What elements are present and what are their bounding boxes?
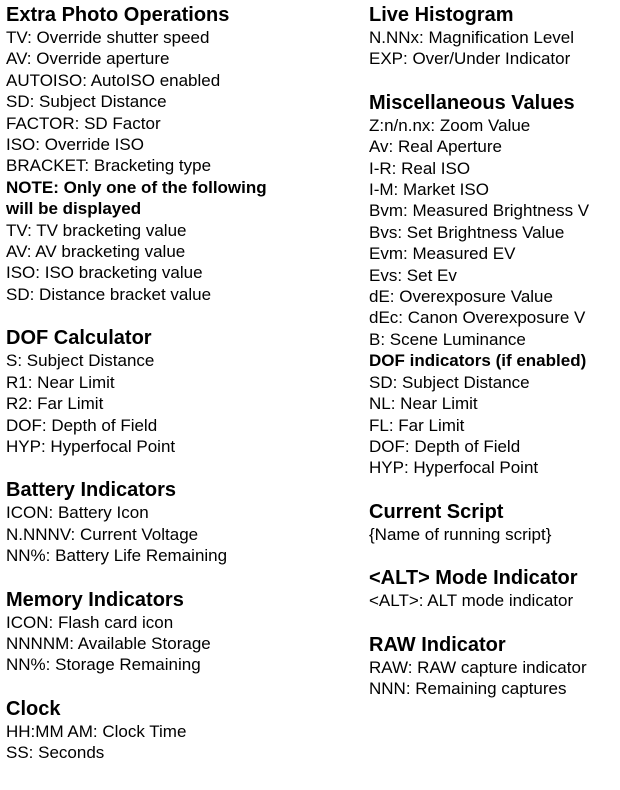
legend-line: NN%: Battery Life Remaining [6, 546, 228, 566]
section-raw-indicator [369, 633, 619, 700]
legend-line: Bvm: Measured Brightness V [369, 201, 590, 221]
legend-line: DOF: Depth of Field [6, 415, 158, 435]
legend-line: TV: TV bracketing value [6, 220, 187, 240]
legend-line: HYP: Hyperfocal Point [369, 458, 539, 478]
legend-line: FACTOR: SD Factor [6, 113, 161, 133]
legend-line: N.NNNV: Current Voltage [6, 524, 199, 544]
section-title: RAW Indicator [369, 633, 506, 656]
legend-line: AUTOISO: AutoISO enabled [6, 70, 221, 90]
legend-line: I-M: Market ISO [369, 180, 489, 200]
legend-line: BRACKET: Bracketing type [6, 156, 212, 176]
section-title: DOF Calculator [6, 327, 152, 350]
legend-line: R2: Far Limit [6, 394, 104, 414]
section-miscellaneous-values [369, 91, 619, 479]
legend-line: FL: Far Limit [369, 415, 465, 435]
legend-line: RAW: RAW capture indicator [369, 657, 587, 677]
legend-line: NNN: Remaining captures [369, 678, 567, 698]
section-extra-photo-operations [6, 3, 361, 305]
legend-line: Evm: Measured EV [369, 244, 516, 264]
legend-line: ISO: Override ISO [6, 135, 144, 155]
legend-line: ISO: ISO bracketing value [6, 263, 203, 283]
section-title: Clock [6, 697, 61, 720]
section-clock [6, 697, 361, 764]
legend-line: Av: Real Aperture [369, 137, 502, 157]
legend-line: SD: Subject Distance [6, 92, 167, 112]
legend-line: dEc: Canon Overexposure V [369, 308, 586, 328]
legend-line: EXP: Over/Under Indicator [369, 49, 571, 69]
legend-line: B: Scene Luminance [369, 329, 526, 349]
legend-line: AV: Override aperture [6, 49, 170, 69]
note-line: DOF indicators (if enabled) [369, 351, 587, 371]
left-column [6, 3, 361, 764]
legend-line: NNNNM: Available Storage [6, 633, 211, 653]
legend-line: HH:MM AM: Clock Time [6, 721, 187, 741]
legend-line: SD: Subject Distance [369, 372, 530, 392]
legend-line: HYP: Hyperfocal Point [6, 436, 176, 456]
legend-line: <ALT>: ALT mode indicator [369, 591, 574, 611]
section-title: Extra Photo Operations [6, 4, 230, 26]
section-current-script [369, 500, 619, 545]
section-dof-calculator [6, 326, 361, 457]
section-title: Current Script [369, 500, 504, 523]
legend-line: Bvs: Set Brightness Value [369, 222, 565, 242]
legend-line: ICON: Battery Icon [6, 503, 149, 523]
section-title: Memory Indicators [6, 588, 184, 611]
legend-line: Z:n/n.nx: Zoom Value [369, 115, 531, 135]
legend-line: I-R: Real ISO [369, 158, 471, 178]
legend-line: NN%: Storage Remaining [6, 655, 201, 675]
legend-line: N.NNx: Magnification Level [369, 28, 575, 47]
section-alt-mode-indicator [369, 566, 619, 611]
note-line: will be displayed [6, 199, 142, 219]
legend-line: NL: Near Limit [369, 394, 478, 414]
legend-line: {Name of running script} [369, 524, 552, 544]
section-title: Miscellaneous Values [369, 91, 575, 114]
legend-line: Evs: Set Ev [369, 265, 457, 285]
right-column [369, 3, 619, 699]
legend-line: S: Subject Distance [6, 351, 155, 371]
section-title: Live Histogram [369, 4, 514, 26]
section-title: Battery Indicators [6, 479, 177, 502]
legend-line: DOF: Depth of Field [369, 436, 521, 456]
section-memory-indicators [6, 588, 361, 676]
note-line: NOTE: Only one of the following [6, 177, 267, 197]
legend-line: AV: AV bracketing value [6, 242, 186, 262]
legend-line: dE: Overexposure Value [369, 287, 553, 307]
legend-line: TV: Override shutter speed [6, 28, 210, 47]
legend-line: ICON: Flash card icon [6, 612, 174, 632]
section-title: <ALT> Mode Indicator [369, 567, 578, 590]
section-battery-indicators [6, 478, 361, 566]
legend-line: R1: Near Limit [6, 372, 115, 392]
legend-line: SD: Distance bracket value [6, 284, 212, 304]
legend-line: SS: Seconds [6, 743, 105, 763]
section-live-histogram [369, 3, 619, 70]
